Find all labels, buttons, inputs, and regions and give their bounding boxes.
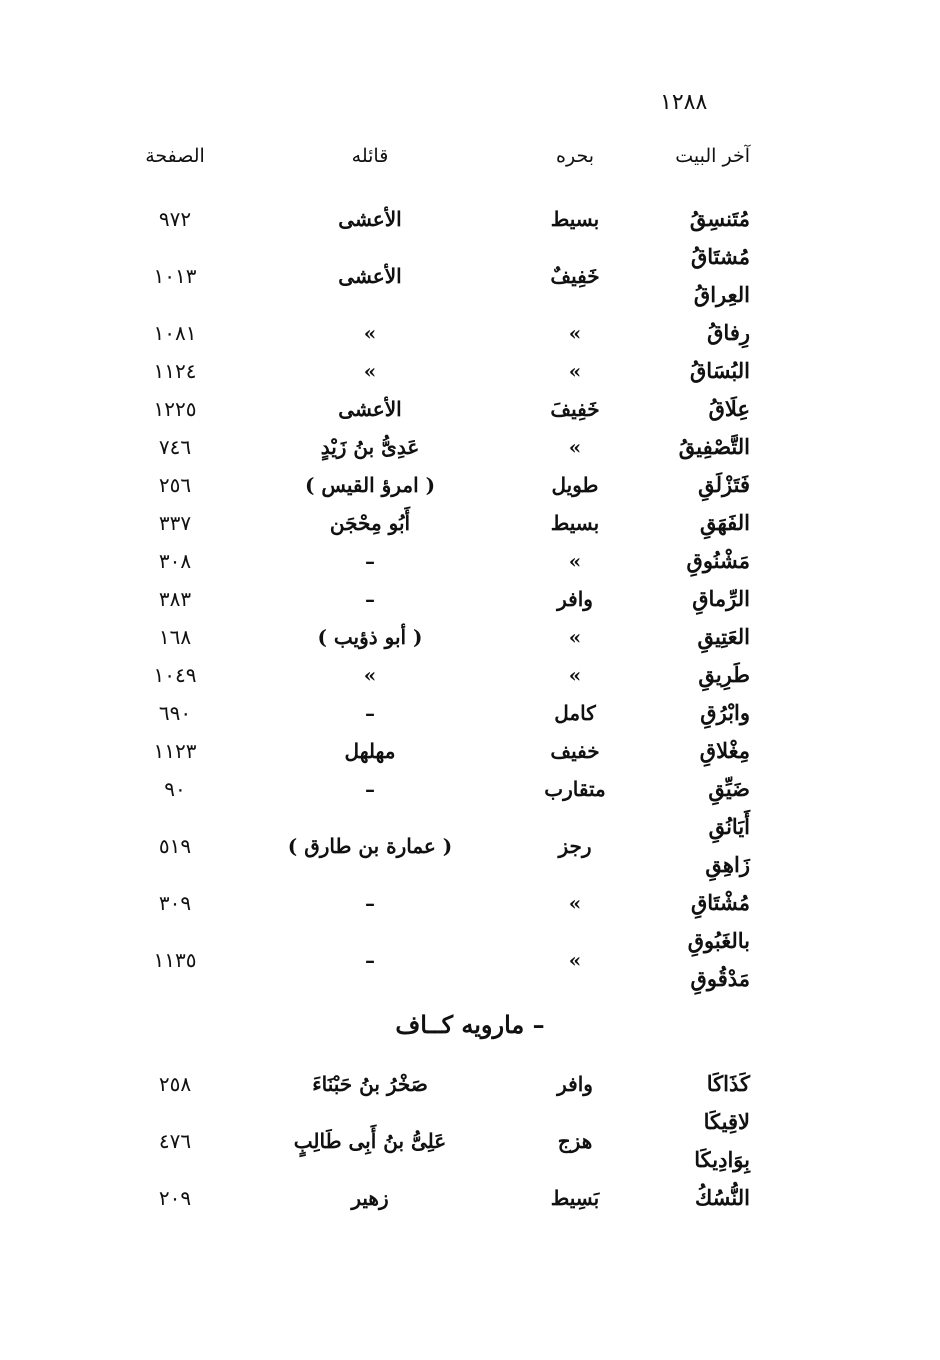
- verse-end-word: مَدْقُوقِ: [690, 966, 750, 991]
- page-ref-cell: ٤٧٦: [158, 1129, 192, 1153]
- page-ref-cell: ١٢٢٥: [153, 397, 197, 421]
- poet-cell: عَدِىُّ بنُ زَيْدٍ: [320, 435, 420, 459]
- verse-end-cell: [630, 428, 750, 466]
- verse-end-cell: [630, 238, 750, 314]
- poet-cell: زهير: [351, 1186, 389, 1210]
- table-row: [0, 694, 940, 732]
- meter-cell: »: [568, 625, 582, 649]
- page-ref-cell: ٣٨٣: [158, 587, 192, 611]
- page-ref-cell: ١١٢٤: [153, 359, 197, 383]
- meter-cell: وافر: [557, 1072, 593, 1096]
- table-row: [0, 428, 940, 466]
- verse-end-word: فَتَزْلَقِ: [698, 472, 750, 497]
- meter-cell: »: [568, 948, 582, 972]
- meter-cell: »: [568, 549, 582, 573]
- verse-end-word: كَذَاكَا: [706, 1071, 750, 1096]
- verse-end-word: وابْرُقِ: [700, 700, 750, 725]
- meter-cell: كامل: [554, 701, 596, 725]
- verse-end-cell: [630, 504, 750, 542]
- verse-end-cell: [630, 314, 750, 352]
- verse-end-cell: [630, 808, 750, 884]
- page-ref-cell: ٢٠٩: [158, 1186, 192, 1210]
- page-ref-cell: ١٠٨١: [153, 321, 197, 345]
- meter-cell: بسيط: [550, 207, 600, 231]
- table-row: [0, 542, 940, 580]
- table-row: [0, 1179, 940, 1217]
- page-ref-cell: ٣٠٩: [158, 891, 192, 915]
- poet-cell: –: [365, 891, 375, 915]
- table-row: [0, 656, 940, 694]
- meter-cell: »: [568, 891, 582, 915]
- header-meter: بحره: [556, 145, 594, 167]
- table-row: [0, 618, 940, 656]
- page-ref-cell: ١٠١٣: [153, 264, 197, 288]
- verse-end-word: الرِّماقِ: [692, 586, 750, 611]
- page-ref-cell: ٩٧٢: [158, 207, 192, 231]
- verse-end-word: ضَيِّقِ: [708, 776, 750, 801]
- section-title: – مارويه كــاف: [395, 1010, 545, 1039]
- page-number: ١٢٨٨: [660, 90, 708, 115]
- poet-cell: صَخْرُ بنُ حَبْنَاءَ: [312, 1072, 428, 1096]
- poet-cell: ( امرؤ القيس ): [304, 473, 436, 497]
- meter-cell: »: [568, 359, 582, 383]
- poet-cell: »: [363, 663, 377, 687]
- table-row: [0, 580, 940, 618]
- verse-end-word: مَشْنُوقِ: [686, 548, 750, 573]
- poet-cell: مهلهل: [344, 739, 396, 763]
- verse-end-cell: [630, 542, 750, 580]
- verse-end-cell: [630, 200, 750, 238]
- verse-end-cell: [630, 466, 750, 504]
- table-header: [0, 145, 940, 181]
- meter-cell: »: [568, 435, 582, 459]
- table-row: [0, 770, 940, 808]
- page-ref-cell: ١١٣٥: [153, 948, 197, 972]
- page-ref-cell: ١٠٤٩: [153, 663, 197, 687]
- verse-end-cell: [630, 922, 750, 998]
- verse-end-cell: [630, 352, 750, 390]
- verse-end-word: أَيَانُقِ: [708, 814, 750, 839]
- page-ref-cell: ٢٥٦: [158, 473, 192, 497]
- poet-cell: –: [365, 777, 375, 801]
- poet-cell: »: [363, 359, 377, 383]
- verse-end-cell: [630, 618, 750, 656]
- verse-end-word: بالغَبُوقِ: [687, 928, 750, 953]
- poet-cell: ( عمارة بن طارق ): [287, 834, 453, 858]
- page-ref-cell: ٢٥٨: [158, 1072, 192, 1096]
- table-row: [0, 390, 940, 428]
- meter-cell: بسيط: [550, 511, 600, 535]
- poet-cell: الأعشى: [338, 264, 402, 288]
- verse-end-word: النُّسُكُ: [694, 1185, 750, 1210]
- verse-end-cell: [630, 770, 750, 808]
- page-ref-cell: ٣٠٨: [158, 549, 192, 573]
- verse-end-cell: [630, 580, 750, 618]
- meter-cell: بَسِيط: [550, 1186, 600, 1210]
- poet-cell: عَلِىُّ بنُ أَبِى طَالِبٍ: [293, 1129, 447, 1153]
- meter-cell: هزج: [557, 1129, 593, 1153]
- verse-end-cell: [630, 656, 750, 694]
- page-ref-cell: ٥١٩: [158, 834, 192, 858]
- verse-end-cell: [630, 1179, 750, 1217]
- table-row: [0, 922, 940, 998]
- meter-cell: طويل: [551, 473, 599, 497]
- verse-end-word: التَّصْفِيقُ: [678, 434, 750, 459]
- table-row: [0, 352, 940, 390]
- header-poet: قائله: [351, 145, 389, 167]
- poet-cell: ( أبو ذؤيب ): [317, 625, 423, 649]
- verse-end-word: الفَهَقِ: [699, 510, 750, 535]
- meter-cell: وافر: [557, 587, 593, 611]
- poet-cell: –: [365, 587, 375, 611]
- poet-cell: الأعشى: [338, 207, 402, 231]
- table-row: [0, 1103, 940, 1179]
- verse-end-word: طَرِيقِ: [698, 662, 750, 687]
- index-table-kaf: [0, 1065, 940, 1217]
- verse-end-cell: [630, 884, 750, 922]
- verse-end-word: رِفاقُ: [707, 320, 750, 345]
- table-row: [0, 314, 940, 352]
- table-row: [0, 884, 940, 922]
- meter-cell: »: [568, 321, 582, 345]
- verse-end-word: العَتِيقِ: [697, 624, 750, 649]
- table-row: [0, 466, 940, 504]
- page-ref-cell: ٦٩٠: [158, 701, 192, 725]
- verse-end-word: بِوَادِيكَا: [694, 1147, 750, 1172]
- page-ref-cell: ٩٠: [164, 777, 186, 801]
- poet-cell: أَبُو مِحْجَن: [329, 511, 411, 535]
- verse-end-word: مُتَنسِقُ: [689, 206, 750, 231]
- table-row: [0, 504, 940, 542]
- table-row: [0, 238, 940, 314]
- verse-end-word: عِلَاقُ: [708, 396, 750, 421]
- page-ref-cell: ١١٢٣: [153, 739, 197, 763]
- meter-cell: متقارب: [544, 777, 606, 801]
- header-page: الصفحة: [145, 145, 205, 167]
- poet-cell: الأعشى: [338, 397, 402, 421]
- table-row: [0, 808, 940, 884]
- poet-cell: –: [365, 549, 375, 573]
- meter-cell: خَفِيفٌ: [550, 264, 600, 288]
- verse-end-cell: [630, 1103, 750, 1179]
- verse-end-cell: [630, 1065, 750, 1103]
- verse-end-word: البُسَاقُ: [690, 358, 750, 383]
- verse-end-word: زَاهِقِ: [705, 852, 750, 877]
- page-ref-cell: ١٦٨: [158, 625, 192, 649]
- meter-cell: خفيف: [550, 739, 600, 763]
- header-end-of-verse: آخر البيت: [675, 145, 750, 167]
- verse-end-word: العِراقُ: [693, 282, 750, 307]
- poet-cell: »: [363, 321, 377, 345]
- meter-cell: خَفِيفَ: [550, 397, 600, 421]
- poet-cell: –: [365, 948, 375, 972]
- page-ref-cell: ٧٤٦: [158, 435, 192, 459]
- verse-end-word: مِغْلاقِ: [699, 738, 750, 763]
- verse-end-cell: [630, 732, 750, 770]
- poet-cell: –: [365, 701, 375, 725]
- page-ref-cell: ٣٣٧: [158, 511, 192, 535]
- verse-end-word: مُشتَاقُ: [690, 244, 750, 269]
- verse-end-word: لاقِيكَا: [703, 1109, 750, 1134]
- table-row: [0, 1065, 940, 1103]
- verse-end-cell: [630, 694, 750, 732]
- table-row: [0, 200, 940, 238]
- table-row: [0, 732, 940, 770]
- meter-cell: رجز: [558, 834, 592, 858]
- index-table-qaf: [0, 200, 940, 998]
- verse-end-word: مُشْتَاقِ: [690, 890, 750, 915]
- meter-cell: »: [568, 663, 582, 687]
- verse-end-cell: [630, 390, 750, 428]
